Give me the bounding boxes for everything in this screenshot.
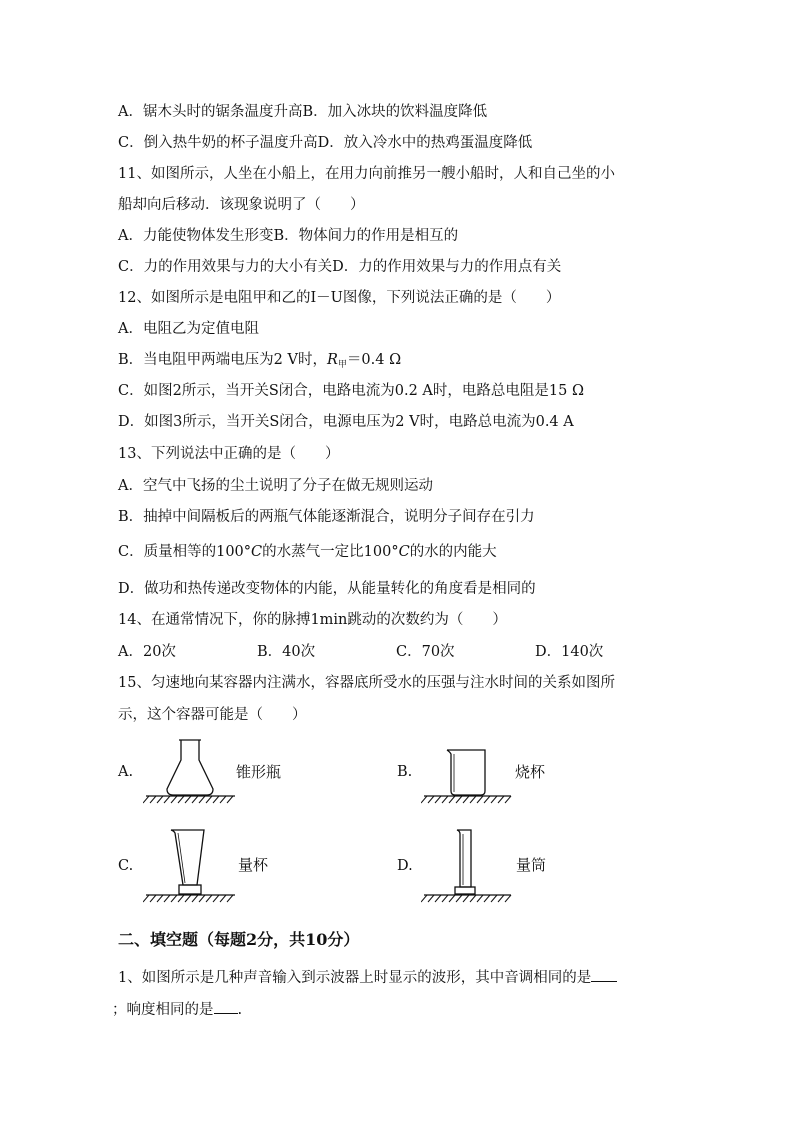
- q14-option-c: C．70次: [396, 644, 455, 660]
- measuring-cup-figure: [143, 827, 239, 907]
- q15-option-a-name: 锥形瓶: [236, 763, 282, 781]
- beaker-figure: [421, 738, 515, 804]
- q15-option-b-name: 烧杯: [515, 763, 546, 781]
- q13-option-c-text1: C．质量相等的100°: [118, 544, 252, 560]
- q10-options-ab: [118, 102, 487, 122]
- q15-option-b-letter: B.: [397, 764, 413, 780]
- q12-option-b: [118, 350, 401, 375]
- q11-option-c: C．力的作用效果与力的大小有关: [118, 259, 333, 275]
- q12-option-b-var: R: [326, 352, 338, 368]
- q15-option-c-name: 量杯: [238, 856, 269, 874]
- q11-stem-line1: 11、如图所示，人坐在小船上，在用力向前推另一艘小船时，人和自己坐的小: [118, 166, 615, 182]
- s2-q1-blank-1: [591, 967, 617, 982]
- q13-option-a: A．空气中飞扬的尘土说明了分子在做无规则运动: [118, 478, 433, 494]
- q13-option-c-text3: 的水的内能大: [409, 544, 497, 560]
- section-2-title: 二、填空题（每题2分，共10分）: [118, 930, 360, 949]
- s2-q1-text2: ；响度相同的是: [112, 1002, 214, 1018]
- q15-option-d-name: 量筒: [516, 856, 547, 874]
- q10-option-a: A．锯木头时的锯条温度升高: [118, 104, 303, 120]
- q14-option-d: D．140次: [535, 644, 604, 660]
- q15-stem-line1: 15、匀速地向某容器内注满水，容器底所受水的压强与注水时间的关系如图所: [118, 675, 615, 691]
- q15-option-d-letter: D.: [397, 858, 413, 874]
- graduated-cylinder-figure: [421, 827, 515, 907]
- s2-q1-line2: [112, 999, 242, 1020]
- q15-option-c-letter: C.: [118, 858, 134, 874]
- q12-option-b-sub: 甲: [337, 360, 347, 370]
- q13-option-c-unit2: C: [398, 544, 410, 560]
- q12-stem: 12、如图所示是电阻甲和乙的I－U图像，下列说法正确的是（ ）: [118, 290, 561, 306]
- q12-option-c: C．如图2所示，当开关S闭合，电路电流为0.2 A时，电路总电阻是15 Ω: [118, 383, 584, 399]
- q10-option-d: D．放入冷水中的热鸡蛋温度降低: [317, 135, 533, 151]
- q15-option-a-letter: A.: [118, 764, 134, 780]
- q11-options-cd: [118, 257, 561, 277]
- conical-flask-figure: [143, 738, 239, 804]
- q14-option-a: A．20次: [118, 644, 176, 660]
- q11-option-d: D．力的作用效果与力的作用点有关: [332, 259, 562, 275]
- q13-option-c: [118, 542, 497, 562]
- q12-option-d: D．如图3所示，当开关S闭合，电源电压为2 V时，电路总电流为0.4 A: [118, 414, 574, 430]
- q14-option-b: B．40次: [257, 644, 316, 660]
- s2-q1-blank-2: [214, 999, 238, 1014]
- q11-options-ab: [118, 226, 458, 246]
- s2-q1-end: .: [237, 1002, 243, 1018]
- q13-stem: 13、下列说法中正确的是（ ）: [118, 446, 340, 462]
- q11-stem-line2: 船却向后移动．该现象说明了（ ）: [118, 197, 365, 213]
- q13-option-b: B．抽掉中间隔板后的两瓶气体能逐渐混合，说明分子间存在引力: [118, 509, 535, 525]
- q10-options-cd: [118, 133, 532, 153]
- q12-option-b-text: B．当电阻甲两端电压为2 V时，: [118, 352, 327, 368]
- q13-option-c-unit1: C: [251, 544, 263, 560]
- q10-option-b: B．加入冰块的饮料温度降低: [302, 104, 488, 120]
- s2-q1-text: 1、如图所示是几种声音输入到示波器上时显示的波形，其中音调相同的是: [118, 970, 592, 986]
- q11-option-b: B．物体间力的作用是相互的: [273, 228, 459, 244]
- q13-option-d: D．做功和热传递改变物体的内能，从能量转化的角度看是相同的: [118, 581, 536, 597]
- q11-option-a: A．力能使物体发生形变: [118, 228, 274, 244]
- q12-option-a: A．电阻乙为定值电阻: [118, 321, 259, 337]
- q13-option-c-text2: 的水蒸气一定比100°: [262, 544, 399, 560]
- s2-q1-line1: [118, 967, 617, 988]
- q14-stem: 14、在通常情况下，你的脉搏1min跳动的次数约为（ ）: [118, 612, 507, 628]
- q10-option-c: C．倒入热牛奶的杯子温度升高: [118, 135, 318, 151]
- q12-option-b-value: ＝0.4 Ω: [346, 352, 402, 368]
- q15-stem-line2: 示，这个容器可能是（ ）: [118, 707, 307, 723]
